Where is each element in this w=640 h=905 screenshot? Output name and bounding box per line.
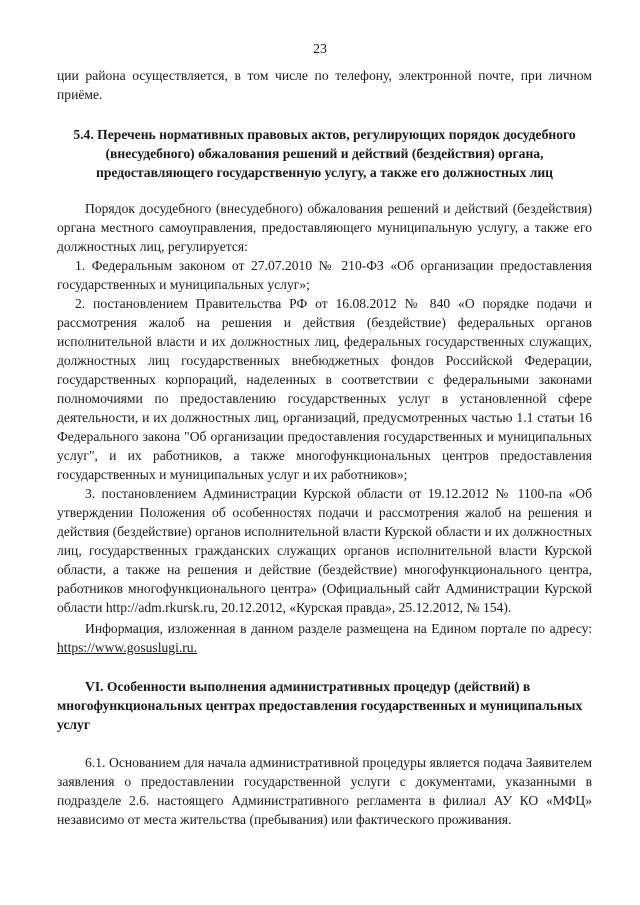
info-paragraph — [57, 619, 592, 657]
gosuslugi-link[interactable]: https://www.gosuslugi.ru. — [57, 640, 197, 655]
info-text: Информация, изложенная в данном разделе размещена на Едином портале по адресу: — [85, 621, 592, 636]
section-6-heading: VI. Особенности выполнения административных процедур (действий) в многофункциональных центрах предоставления государственных и муниципальных услуг — [57, 679, 583, 732]
intro-continuation: ции района осуществляется, в том числе по телефону, электронной почте, при личном приёме. — [57, 68, 592, 102]
paragraph-6-1: 6.1. Основанием для начала административной процедуры является подача Заявителем заявления о предоставлении государственной услуги с документами, указанными в подразделе 2.6. настоящего Административного регламента в филиал АУ КО «МФЦ» независимо от места жительства (пребывания) или фактического проживания. — [57, 755, 592, 827]
legal-act-item-1: 1. Федеральным законом от 27.07.2010 № 210-ФЗ «Об организации предоставления государственных и муниципальных услуг»; — [57, 258, 592, 292]
section-5-4-lead: Порядок досудебного (внесудебного) обжалования решений и действий (бездействия) органа местного самоуправления, предоставляющего муниципальную услугу, а также его должностных лиц, регулируется: — [57, 201, 592, 254]
legal-act-item-3: 3. постановлением Администрации Курской области от 19.12.2012 № 1100-па «Об утверждении Положения об особенностях подачи и рассмотрения жалоб на решения и действия (бездействие) органов исполнительной власти Курской области и их должностных лиц, государственных гражданских служащих органов исполнительной власти Курской области, а также на решения и действие (бездействие) многофункционального центра, работников многофункционального центра» (Официальный сайт Администрации Курской области http://adm.rkursk.ru, 20.12.2012, «Курская правда», 25.12.2012, № 154). — [57, 486, 592, 615]
page-number: 23 — [313, 42, 327, 57]
legal-act-item-2: 2. постановлением Правительства РФ от 16.08.2012 № 840 «О порядке подачи и рассмотрения жалоб на решения и действия (бездействие) федеральных органов исполнительной власти и их должностных лиц, федеральных государственных служащих, должностных лиц государственных внебюджетных фондов Российской Федерации, государственных корпораций, наделенных в соответствии с федеральными законами полномочиями по предоставлению государственных услуг в установленной сфере деятельности, и их должностных лиц, организаций, предусмотренных частью 1.1 статьи 16 Федерального закона "Об организации предоставления государственных и муниципальных услуг", и их работников, а также многофункциональных центров предоставления государственных и муниципальных услуг и их работников»; — [57, 296, 592, 482]
page-content — [57, 66, 592, 829]
section-5-4-heading: 5.4. Перечень нормативных правовых актов, регулирующих порядок досудебного (внесудебного) обжалования решений и действий (бездействия) органа, предоставляющего государственную услугу, а также его должностных лиц — [73, 127, 576, 180]
